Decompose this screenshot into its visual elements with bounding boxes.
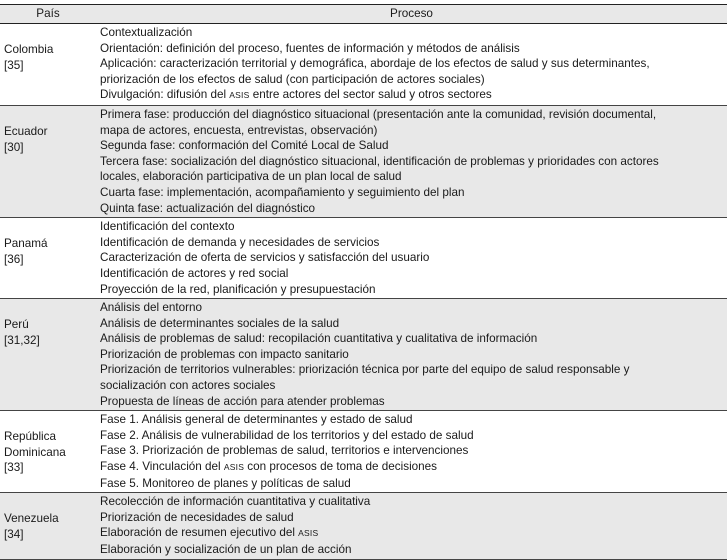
table-row — [0, 299, 727, 411]
process-step: Recolección de información cuantitativa y cualitativa — [100, 495, 371, 509]
process-step-text: entre actores del sector salud y otros sectores — [249, 88, 492, 102]
country-reference: [30] — [4, 140, 24, 154]
asis-process-table — [0, 4, 727, 560]
process-step: Propuesta de líneas de acción para atender problemas — [100, 394, 385, 408]
country-name: República Dominicana — [4, 430, 66, 459]
process-step: Segunda fase: conformación del Comité Local de Salud — [100, 139, 389, 153]
process-step: Caracterización de oferta de servicios y satisfacción del usuario — [100, 251, 430, 265]
process-cell — [96, 493, 727, 559]
process-step: Cuarta fase: implementación, acompañamiento y seguimiento del plan — [100, 185, 465, 199]
country-name: Ecuador — [4, 124, 48, 138]
country-cell — [0, 493, 96, 559]
process-step: locales, elaboración participativa de un plan local de salud — [100, 170, 402, 184]
header-process: Proceso — [96, 5, 727, 24]
asis-abbreviation: ASIS — [223, 462, 245, 473]
process-step: Análisis del entorno — [100, 301, 203, 315]
process-step: Análisis de problemas de salud: recopilación cuantitativa y cualitativa de información — [100, 332, 538, 346]
asis-abbreviation: ASIS — [298, 528, 319, 539]
process-step — [100, 87, 723, 104]
asis-abbreviation: ASIS — [229, 90, 250, 101]
country-reference: [33] — [4, 461, 24, 475]
process-step: Elaboración y socialización de un plan de acción — [100, 543, 352, 556]
table-row — [0, 105, 727, 217]
country-reference: [36] — [4, 252, 24, 266]
process-step: Identificación de actores y red social — [100, 266, 289, 280]
table-body — [0, 24, 727, 560]
process-step: Análisis de determinantes sociales de la salud — [100, 316, 340, 330]
process-step — [100, 525, 723, 542]
process-step-text: Elaboración de resumen ejecutivo del — [100, 526, 299, 540]
process-step — [100, 459, 723, 476]
process-cell — [96, 411, 727, 493]
country-name: Perú — [4, 318, 29, 332]
process-cell — [96, 299, 727, 411]
process-step: Fase 3. Priorización de problemas de salud, territorios e intervenciones — [100, 444, 469, 458]
table-row — [0, 24, 727, 106]
process-step: Priorización de problemas con impacto sanitario — [100, 347, 349, 361]
country-name: Venezuela — [4, 512, 59, 526]
process-step-text: Divulgación: difusión del — [100, 88, 230, 102]
process-step-text: Fase 4. Vinculación del — [100, 460, 224, 474]
process-step: Aplicación: caracterización territorial y demográfica, abordaje de los efectos de salud y sus determinantes, — [100, 57, 650, 71]
process-step: Identificación de demanda y necesidades de servicios — [100, 235, 380, 249]
process-step: mapa de actores, encuesta, entrevistas, observación) — [100, 123, 378, 137]
country-cell — [0, 299, 96, 411]
country-reference: [35] — [4, 58, 24, 72]
process-step-text: con procesos de toma de decisiones — [244, 460, 438, 474]
country-reference: [31,32] — [4, 333, 40, 347]
country-reference: [34] — [4, 527, 24, 541]
process-step: Priorización de territorios vulnerables: priorización técnica por parte del equipo de salud responsable y — [100, 363, 630, 377]
process-cell — [96, 24, 727, 106]
table-row — [0, 411, 727, 493]
country-name: Panamá — [4, 237, 48, 251]
process-step: Quinta fase: actualización del diagnóstico — [100, 201, 316, 215]
process-step: Primera fase: producción del diagnóstico situacional (presentación ante la comunidad, revisión documental, — [100, 107, 657, 121]
process-step: socialización con actores sociales — [100, 379, 276, 393]
table-header-row — [0, 5, 727, 24]
country-cell — [0, 411, 96, 493]
process-cell — [96, 218, 727, 299]
process-step: Contextualización — [100, 26, 193, 39]
process-step: Priorización de necesidades de salud — [100, 510, 294, 524]
table-row — [0, 218, 727, 299]
process-step: Identificación del contexto — [100, 220, 235, 234]
header-country: País — [0, 5, 96, 24]
country-cell — [0, 218, 96, 299]
process-step: Fase 2. Análisis de vulnerabilidad de los territorios y del estado de salud — [100, 428, 474, 442]
process-step: Tercera fase: socialización del diagnóstico situacional, identificación de problemas y prioridades con actores — [100, 154, 659, 168]
country-name: Colombia — [4, 43, 54, 56]
process-step: Fase 5. Monitoreo de planes y políticas de salud — [100, 476, 351, 490]
country-cell — [0, 24, 96, 106]
table-row — [0, 493, 727, 559]
country-cell — [0, 105, 96, 217]
process-step: Orientación: definición del proceso, fuentes de información y métodos de análisis — [100, 41, 520, 55]
process-step: priorización de los efectos de salud (con participación de actores sociales) — [100, 72, 485, 86]
process-cell — [96, 105, 727, 217]
process-step: Proyección de la red, planificación y presupuestación — [100, 282, 376, 296]
process-step: Fase 1. Análisis general de determinantes y estado de salud — [100, 413, 413, 427]
